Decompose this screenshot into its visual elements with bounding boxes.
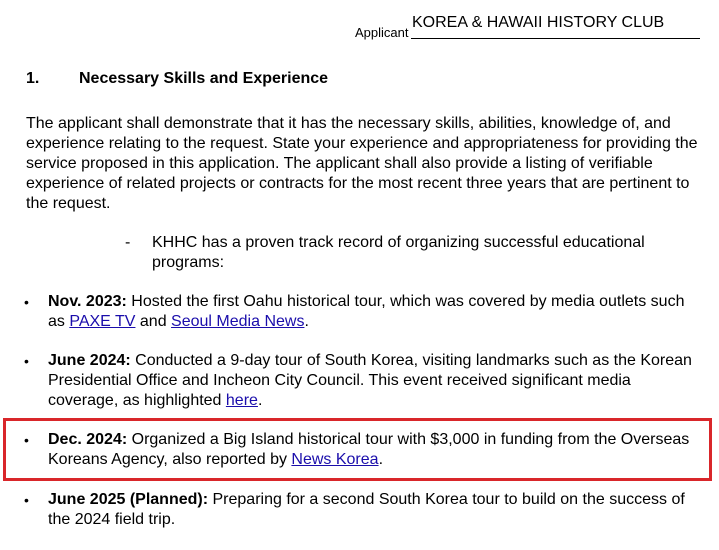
applicant-underline (411, 38, 700, 39)
bullet-item-june-2025 (24, 490, 704, 530)
bullet-marker: • (24, 353, 29, 369)
bullet-date: Nov. 2023: (48, 293, 127, 310)
bullet-marker: • (24, 294, 29, 310)
bullet-text (48, 490, 704, 530)
applicant-label: Applicant (355, 25, 409, 40)
bullet-item-june-2024 (24, 351, 704, 411)
here-link[interactable]: here (225, 392, 258, 409)
bullet-text (48, 351, 704, 411)
bullet-period: . (257, 392, 263, 409)
section-number: 1. (26, 70, 40, 87)
section-title: Necessary Skills and Experience (79, 70, 329, 87)
paxe-tv-link[interactable]: PAXE TV (69, 313, 136, 330)
dash-marker: - (125, 234, 131, 251)
bullet-body: Conducted a 9-day tour of South Korea, visiting landmarks such as the Korean Presidential Office and Incheon City Council. This event received significant media coverage, as highlighted (48, 352, 692, 409)
dash-list-item (125, 233, 700, 273)
bullet-body: Hosted the first Oahu historical tour, which was covered by media outlets such as (48, 293, 685, 330)
bullet-period: . (378, 451, 384, 468)
bullet-period: . (304, 313, 309, 330)
seoul-media-news-link[interactable]: Seoul Media News (171, 313, 305, 330)
section-paragraph: The applicant shall demonstrate that it has the necessary skills, abilities, knowledge of, and experience relating to the request. State your experience and appropriateness for providing the service proposed in this application. The applicant shall also provide a listing of verifiable experience of related projects or contracts for the most recent three years that are pertinent to the request. (26, 115, 698, 212)
bullet-date: Dec. 2024: (48, 431, 128, 448)
bullet-date: June 2025 (Planned): (48, 491, 209, 508)
bullet-marker: • (24, 492, 29, 508)
bullet-marker: • (24, 432, 29, 448)
bullet-body: Organized a Big Island historical tour with $3,000 in funding from the Overseas Koreans Agency, also reported by (48, 431, 690, 468)
bullet-item-nov-2023 (24, 292, 704, 332)
applicant-name: KOREA & HAWAII HISTORY CLUB (412, 14, 665, 31)
bullet-date: June 2024: (48, 352, 131, 369)
bullet-text (48, 292, 704, 332)
section-heading (26, 70, 328, 88)
highlight-box (3, 418, 712, 481)
bullet-body-connector: and (135, 313, 172, 330)
bullet-body: Preparing for a second South Korea tour to build on the success of the 2024 field trip. (48, 491, 685, 528)
dash-item-text: KHHC has a proven track record of organizing successful educational programs: (152, 234, 645, 271)
applicant-field (355, 14, 700, 40)
news-korea-link[interactable]: News Korea (291, 451, 379, 468)
